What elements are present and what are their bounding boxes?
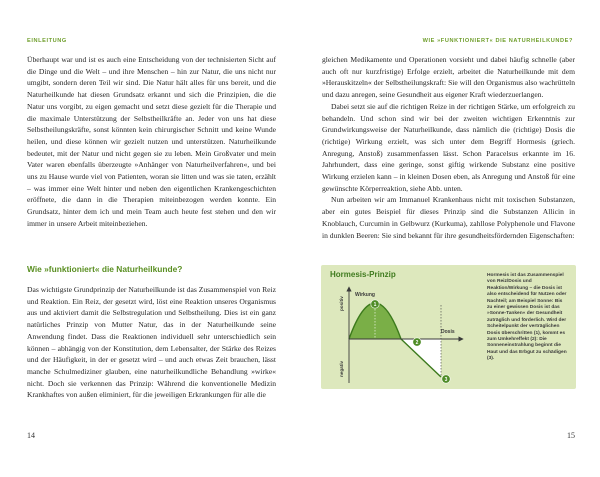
right-page bbox=[300, 0, 600, 477]
label-effect: Wirkung bbox=[355, 292, 375, 298]
right-paragraph-2: Dabei setzt sie auf die richtigen Reize in der richtigen Stärke, um erfolgreich zu behandeln. Und schon sind wir bei der zweiten wichtigen Erkenntnis zur Grundwirkungsweise der Naturheilkunde, dass nämlich die (richtige) Dosis die (richtige) Wirkung erzielt, was sich unter dem Begriff Hormesis (griech. Anregung, Anstoß) zusammenfassen lässt. Schon Paracelsus erkannte im 16. Jahrhundert, dass eine geringe, sonst giftig wirkende Substanz eine positive Wirkung erzielen kann – in kleinen Dosen eben, als Anregung und Anstoß für eine gewünschte Körperreaktion, siehe Abb. unten. bbox=[322, 101, 575, 193]
marker-1-label: 1 bbox=[373, 302, 377, 308]
marker-3-label: 3 bbox=[444, 377, 448, 383]
right-body-text bbox=[322, 54, 575, 241]
right-paragraph-1: gleichen Medikamente und Operationen vorsieht und dabei häufig schnelle (aber auch oft nur kurzfristige) Erfolge erzielt, arbeitet die Naturheilkunde mit dem »Herauskitzeln« der Selbstheilungskraft: Sie will den Organismus also wachrütteln und dazu anregen, seine Gesundheit aus eigener Kraft wiederzuerlangen. bbox=[322, 55, 575, 100]
running-head-left: EINLEITUNG bbox=[27, 38, 67, 44]
left-body-text bbox=[27, 54, 276, 230]
running-head-right: WIE »FUNKTIONIERT« DIE NATURHEILKUNDE? bbox=[422, 38, 573, 44]
box-caption: Hormesis ist das Zusammenspiel von Reiz/Dosis und Reaktion/Wirkung – die Dosis ist also entscheidend für Nutzen oder Nachteil; am Beispiel Sonne: Bis zu einer gewissen Dosis ist das »Sonne-Tanken« der Gesundheit zuträglich und förderlich. Wird der Scheitelpunkt der verträglichen Dosis überschritten (1), kommt es zum Umkehreffekt (2): Die Sonneneinstrahlung beginnt die Haut und das Erbgut zu schädigen (3). bbox=[487, 273, 567, 362]
page-number-left: 14 bbox=[27, 431, 35, 440]
left-paragraph-1: Überhaupt war und ist es auch eine Entscheidung von der technisierten Sicht auf die Dinge und die Welt – und ihre Menschen – hin zur Natur, die uns nicht nur umgibt, sondern deren Teil wir sind. Die Natur hält alles für uns bereit, und die Naturheilkunde hat diesen Grundsatz erkannt und sich die Prinzipien, die die Natur uns vorgibt, zu eigen gemacht und setzt diese gezielt für die Therapie und die maximale Unterstützung der Selbstheilkräfte an. Jeder von uns hat diese Selbstheilungskräfte, sonst könnten kein chirurgischer Schnitt und keine Wunde heilen, und diese können wir gezielt nutzen und unterstützen. Naturheilkunde bedeutet, mit der Natur und nicht gegen sie zu leben. Mein Großvater und mein Vater waren ebenfalls überzeugte »Anhänger von Naturheilverfahren«, und bei uns zu Hause wurde viel von Patienten, woran sie litten und was sie taten, erzählt – was immer eine Welt hinter und neben den eigentlichen Krankengeschichten eröffnete, die dann in die Therapien miteinbezogen werden konnte. Ein Grundsatz, hinter dem ich und mein Team auch heute fest stehen und den wir immer in unsere Arbeit miteinbeziehen. bbox=[27, 55, 276, 228]
marker-2-label: 2 bbox=[415, 340, 419, 346]
left-body-text-2 bbox=[27, 284, 276, 401]
box-title: Hormesis-Prinzip bbox=[330, 270, 396, 279]
left-paragraph-2: Das wichtigste Grundprinzip der Naturheilkunde ist das Zusammenspiel von Reiz und Reaktion. Ein Reiz, der gesetzt wird, löst eine Reaktion unseres Organismus aus und aktiviert damit die Selbstregulation und Selbstheilung. Dies ist ein ganz natürliches Prinzip von Mutter Natur, das in der Naturheilkunde seine Anwendung findet. Dass die Reaktionen individuell sehr unterschiedlich sein können – abhängig von der Konstitution, dem Lebensalter, der Stärke des Reizes und der Häufigkeit, in der er gesetzt wird – und auch etwas Zeit brauchen, lässt manche Schulmediziner glauben, eine naturheilkundliche Behandlung »wirke« nicht. Doch sie verkennen das Prinzip: Während die konventionelle Medizin Krankhaftes von außen eliminiert, für die jeweiligen Erkrankungen für alle die bbox=[27, 285, 276, 400]
hormesis-info-box bbox=[321, 265, 576, 389]
label-positive: positiv bbox=[339, 296, 344, 311]
page-number-right: 15 bbox=[567, 431, 575, 440]
section-heading: Wie »funktioniert« die Naturheilkunde? bbox=[27, 264, 183, 274]
label-dose: Dosis bbox=[441, 329, 455, 335]
label-negative: negativ bbox=[339, 360, 344, 377]
right-paragraph-3: Nun arbeiten wir am Immanuel Krankenhaus nicht mit toxischen Substanzen, aber ein gutes Beispiel für dieses Prinzip sind die Substanzen Allicin in Knoblauch, Curcumin in Gelbwurz (Kurkuma), zahllose Polyphenole und Flavone in dunklen Beeren: Sie sind bekannt für ihre gesundheitsfördernden Eigenschaften: bbox=[322, 195, 575, 240]
hormesis-graph bbox=[321, 265, 486, 389]
